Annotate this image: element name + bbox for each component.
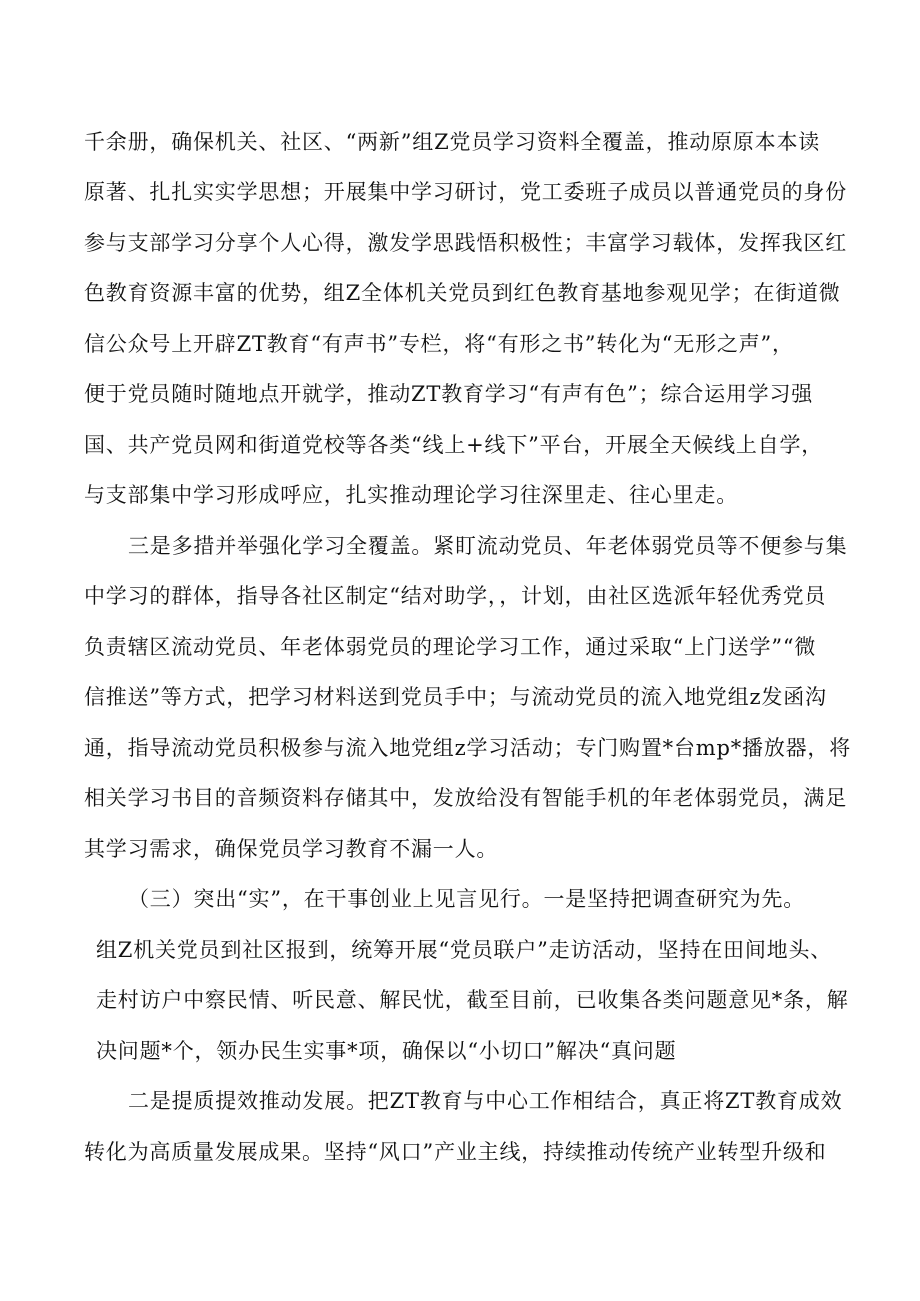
text-line: 相关学习书目的音频资料存储其中，发放给没有智能手机的年老体弱党员，满足 <box>84 786 847 810</box>
section-heading-line: （三）突出“实”，在干事创业上见言见行。一是坚持把调查研究为先。 <box>128 887 806 911</box>
text-line: 参与支部学习分享个人心得，激发学思践悟积极性；丰富学习载体，发挥我区红 <box>84 231 847 255</box>
paragraph-first-line: 二是提质提效推动发展。把ZT教育与中心工作相结合，真正将ZT教育成效 <box>128 1089 843 1113</box>
text-line: 决问题*个，领办民生实事*项，确保以“小切口”解决“真问题 <box>96 1039 677 1063</box>
text-line: 便于党员随时随地点开就学，推动ZT教育学习“有声有色”；综合运用学习强 <box>84 382 814 406</box>
text-line: 负责辖区流动党员、年老体弱党员的理论学习工作，通过采取“上门送学”“微 <box>84 635 817 659</box>
text-line: 转化为高质量发展成果。坚持“风口”产业主线，持续推动传统产业转型升级和 <box>84 1140 827 1164</box>
text-line: 国、共产党员网和街道党校等各类“线上+线下”平台，开展全天候线上自学， <box>84 433 824 457</box>
text-line: 组Z机关党员到社区报到，统筹开展“党员联户”走访活动，坚持在田间地头、 <box>96 938 833 962</box>
paragraph-first-line: 三是多措并举强化学习全覆盖。紧盯流动党员、年老体弱党员等不便参与集 <box>128 534 848 558</box>
text-line: 信公众号上开辟ZT教育“有声书”专栏，将“有形之书”转化为“无形之声”， <box>84 332 794 356</box>
text-line: 信推送”等方式，把学习材料送到党员手中；与流动党员的流入地党组z发函沟 <box>84 685 827 709</box>
text-line: 原著、扎扎实实学思想；开展集中学习研讨，党工委班子成员以普通党员的身份 <box>84 180 847 204</box>
text-line: 千余册，确保机关、社区、“两新”组Z党员学习资料全覆盖，推动原原本本读 <box>84 130 821 154</box>
text-line: 走村访户中察民情、听民意、解民忧，截至目前，已收集各类问题意见*条，解 <box>96 988 849 1012</box>
text-line: 通，指导流动党员积极参与流入地党组z学习活动；专门购置*台mp*播放器，将 <box>84 736 852 760</box>
text-line: 色教育资源丰富的优势，组Z全体机关党员到红色教育基地参观见学；在街道微 <box>84 281 841 305</box>
text-line: 与支部集中学习形成呼应，扎实推动理论学习往深里走、往心里走。 <box>84 483 738 507</box>
text-line: 其学习需求，确保党员学习教育不漏一人。 <box>84 837 499 861</box>
text-line: 中学习的群体，指导各社区制定“结对助学，，计划，由社区选派年轻优秀党员 <box>84 584 827 608</box>
